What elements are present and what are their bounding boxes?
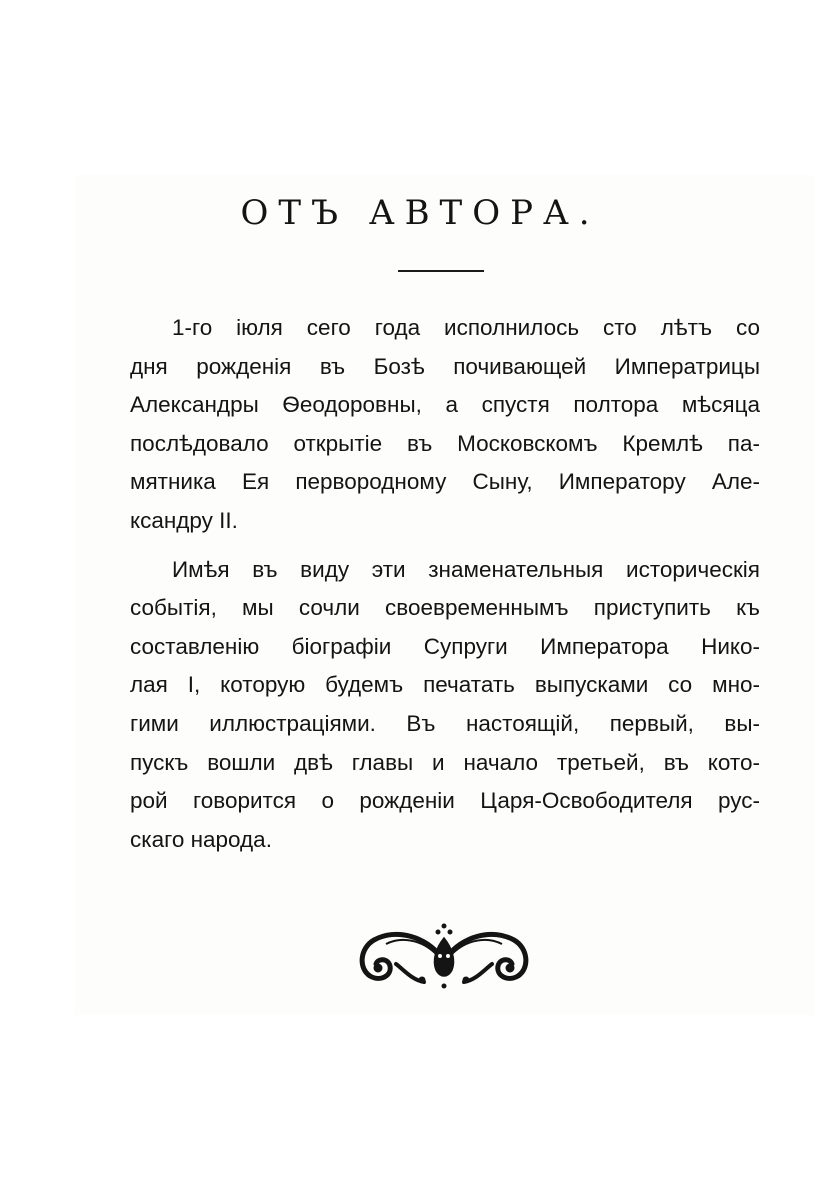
text-line: гими иллюстраціями. Въ настоящій, первый, вы- [130,710,760,736]
text-line: Имѣя въ виду эти знаменательныя историческія [172,556,760,582]
preface-text [130,309,760,859]
text-line: пускъ вошли двѣ главы и начало третьей, въ кото- [130,749,760,775]
text-line: рой говорится о рожденіи Царя-Освободителя рус- [130,788,760,814]
text-line: дня рожденія въ Бозѣ почивающей Императрицы [130,353,760,379]
text-line: Александры Ѳеодоровны, а спустя полтора мѣсяца [130,392,760,418]
text-line: составленію біографіи Супруги Императора Нико- [130,633,760,659]
text-line: мятника Ея первородному Сыну, Императору Але- [130,469,760,495]
text-line: ксандру II. [130,507,238,533]
paragraph-2 [130,551,760,860]
scroll-vignette-icon [356,918,532,992]
text-line: лая I, которую будемъ печатать выпусками со мно- [130,672,760,698]
text-line: 1-го іюля сего года исполнилось сто лѣтъ со [172,315,760,340]
text-line: скаго народа. [130,826,272,852]
title-divider [398,270,484,272]
page-title: ОТЪ АВТОРА. [240,193,600,233]
text-line: послѣдовало открытіе въ Московскомъ Кремлѣ па- [130,430,760,456]
paragraph-1 [130,309,760,541]
text-line: событія, мы сочли своевременнымъ приступить къ [130,595,760,621]
